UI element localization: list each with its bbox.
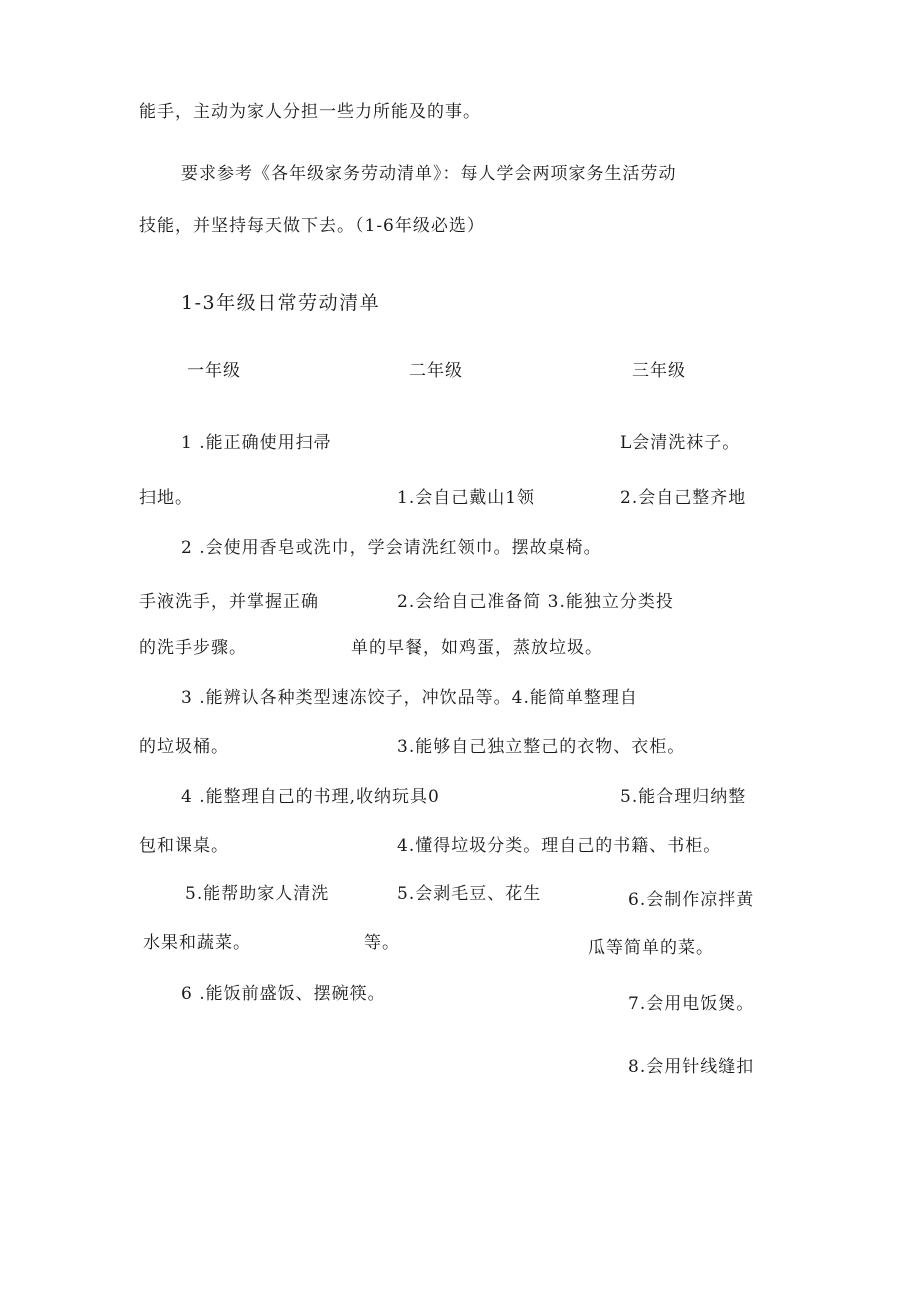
list-line: 7.会用电饭煲。 <box>628 994 755 1014</box>
column-header-grade1: 一年级 <box>187 361 241 381</box>
list-line: L会清洗袜子。 <box>620 433 741 453</box>
column-header-grade2: 二年级 <box>409 361 463 381</box>
list-line: 包和课桌。 <box>139 836 229 856</box>
list-line: 等。 <box>364 933 400 953</box>
list-line: 3 .能辨认各种类型速冻饺子，冲饮品等。4.能简单整理自 <box>181 688 638 708</box>
list-line: 的洗手步骤。 <box>139 638 247 658</box>
list-line: 2 .会使用香皂或洗巾，学会请洗红领巾。摆故桌椅。 <box>181 538 602 558</box>
list-line: 4 .能整理自己的书理,收纳玩具0 <box>181 787 440 807</box>
section-title: 1-3年级日常劳动清单 <box>181 292 381 314</box>
list-line: 6.会制作凉拌黄 <box>628 890 755 910</box>
list-line: 5.能合理归纳整 <box>620 787 747 807</box>
list-line: 6 .能饭前盛饭、摆碗筷。 <box>181 984 386 1004</box>
list-line: 单的早餐，如鸡蛋，蒸放垃圾。 <box>351 638 603 658</box>
list-line: 2.会自己整齐地 <box>620 488 747 508</box>
list-line: 2.会给自己准备简 3.能独立分类投 <box>397 592 674 612</box>
list-line: 1.会自己戴山1领 <box>397 488 536 508</box>
list-line: 手液洗手，并掌握正确 <box>139 592 319 612</box>
list-line: 5.会剥毛豆、花生 <box>397 884 542 904</box>
list-line: 3.能够自己独立整己的衣物、衣柜。 <box>397 737 686 757</box>
intro-line-2: 要求参考《各年级家务劳动清单》：每人学会两项家务生活劳动 <box>181 164 677 184</box>
intro-line-3: 技能，并坚持每天做下去。（1-6年级必选） <box>139 216 485 236</box>
list-line: 扫地。 <box>139 488 193 508</box>
list-line: 4.懂得垃圾分类。理自己的书籍、书柜。 <box>397 836 722 856</box>
list-line: 1 .能正确使用扫帚 <box>181 433 332 453</box>
intro-line-1: 能手，主动为家人分担一些力所能及的事。 <box>139 102 481 122</box>
list-line: 瓜等简单的菜。 <box>588 938 714 958</box>
list-line: 5.能帮助家人清洗 <box>185 884 330 904</box>
list-line: 的垃圾桶。 <box>139 737 229 757</box>
list-line: 水果和蔬菜。 <box>143 933 251 953</box>
list-line: 8.会用针线缝扣 <box>628 1057 755 1077</box>
column-header-grade3: 三年级 <box>632 361 686 381</box>
